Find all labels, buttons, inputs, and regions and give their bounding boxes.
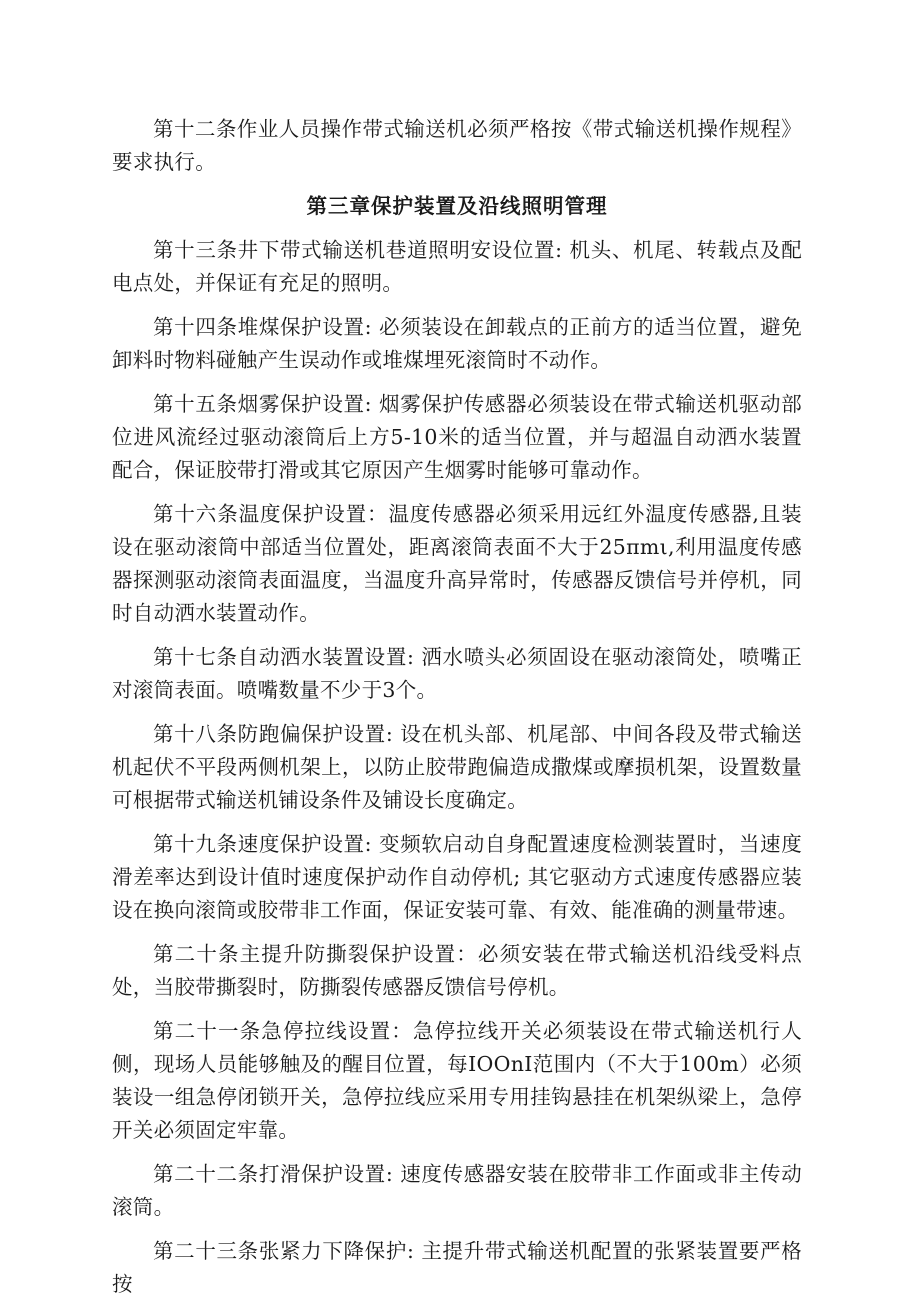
document-body: [112, 113, 802, 1312]
article-19: 第十九条速度保护设置: 变频软启动自身配置速度检测装置时，当速度滑差率达到设计值时速度保护动作自动停机; 其它驱动方式速度传感器应装设在换向滚筒或胶带非工作面，保证安装可靠、有效、能准确的测量带速。: [112, 832, 802, 922]
article-14: 第十四条堆煤保护设置: 必须装设在卸载点的正前方的适当位置，避免卸料时物料碰触产生误动作或堆煤埋死滚筒时不动作。: [112, 315, 802, 372]
article-13: 第十三条井下带式输送机巷道照明安设位置: 机头、机尾、转载点及配电点处，并保证有充足的照明。: [112, 238, 802, 295]
article-23: 第二十三条张紧力下降保护: 主提升带式输送机配置的张紧装置要严格按: [112, 1239, 802, 1296]
article-20: 第二十条主提升防撕裂保护设置：必须安装在带式输送机沿线受料点处，当胶带撕裂时，防撕裂传感器反馈信号停机。: [112, 942, 802, 999]
article-22: 第二十二条打滑保护设置: 速度传感器安装在胶带非工作面或非主传动滚筒。: [112, 1162, 802, 1219]
article-15: 第十五条烟雾保护设置: 烟雾保护传感器必须装设在带式输送机驱动部位进风流经过驱动滚筒后上方5-10米的适当位置，并与超温自动洒水装置配合，保证胶带打滑或其它原因产生烟雾时能够可靠动作。: [112, 392, 802, 482]
article-16: 第十六条温度保护设置：温度传感器必须采用远红外温度传感器,且装设在驱动滚筒中部适当位置处，距离滚筒表面不大于25πmι,利用温度传感器探测驱动滚筒表面温度，当温度升高异常时，传感器反馈信号并停机，同时自动洒水装置动作。: [112, 502, 802, 625]
article-17: 第十七条自动洒水装置设置: 洒水喷头必须固设在驱动滚筒处，喷嘴正对滚筒表面。喷嘴数量不少于3个。: [112, 645, 802, 702]
article-12: 第十二条作业人员操作带式输送机必须严格按《带式输送机操作规程》要求执行。: [112, 117, 802, 174]
article-21: 第二十一条急停拉线设置：急停拉线开关必须装设在带式输送机行人侧，现场人员能够触及的醒目位置，每IOOnI范围内（不大于100m）必须装设一组急停闭锁开关，急停拉线应采用专用挂钩悬挂在机架纵梁上，急停开关必须固定牢靠。: [112, 1019, 802, 1142]
chapter-heading: 第三章保护装置及沿线照明管理: [306, 194, 608, 218]
article-18: 第十八条防跑偏保护设置: 设在机头部、机尾部、中间各段及带式输送机起伏不平段两侧机架上，以防止胶带跑偏造成撒煤或摩损机架，设置数量可根据带式输送机铺设条件及铺设长度确定。: [112, 722, 802, 812]
